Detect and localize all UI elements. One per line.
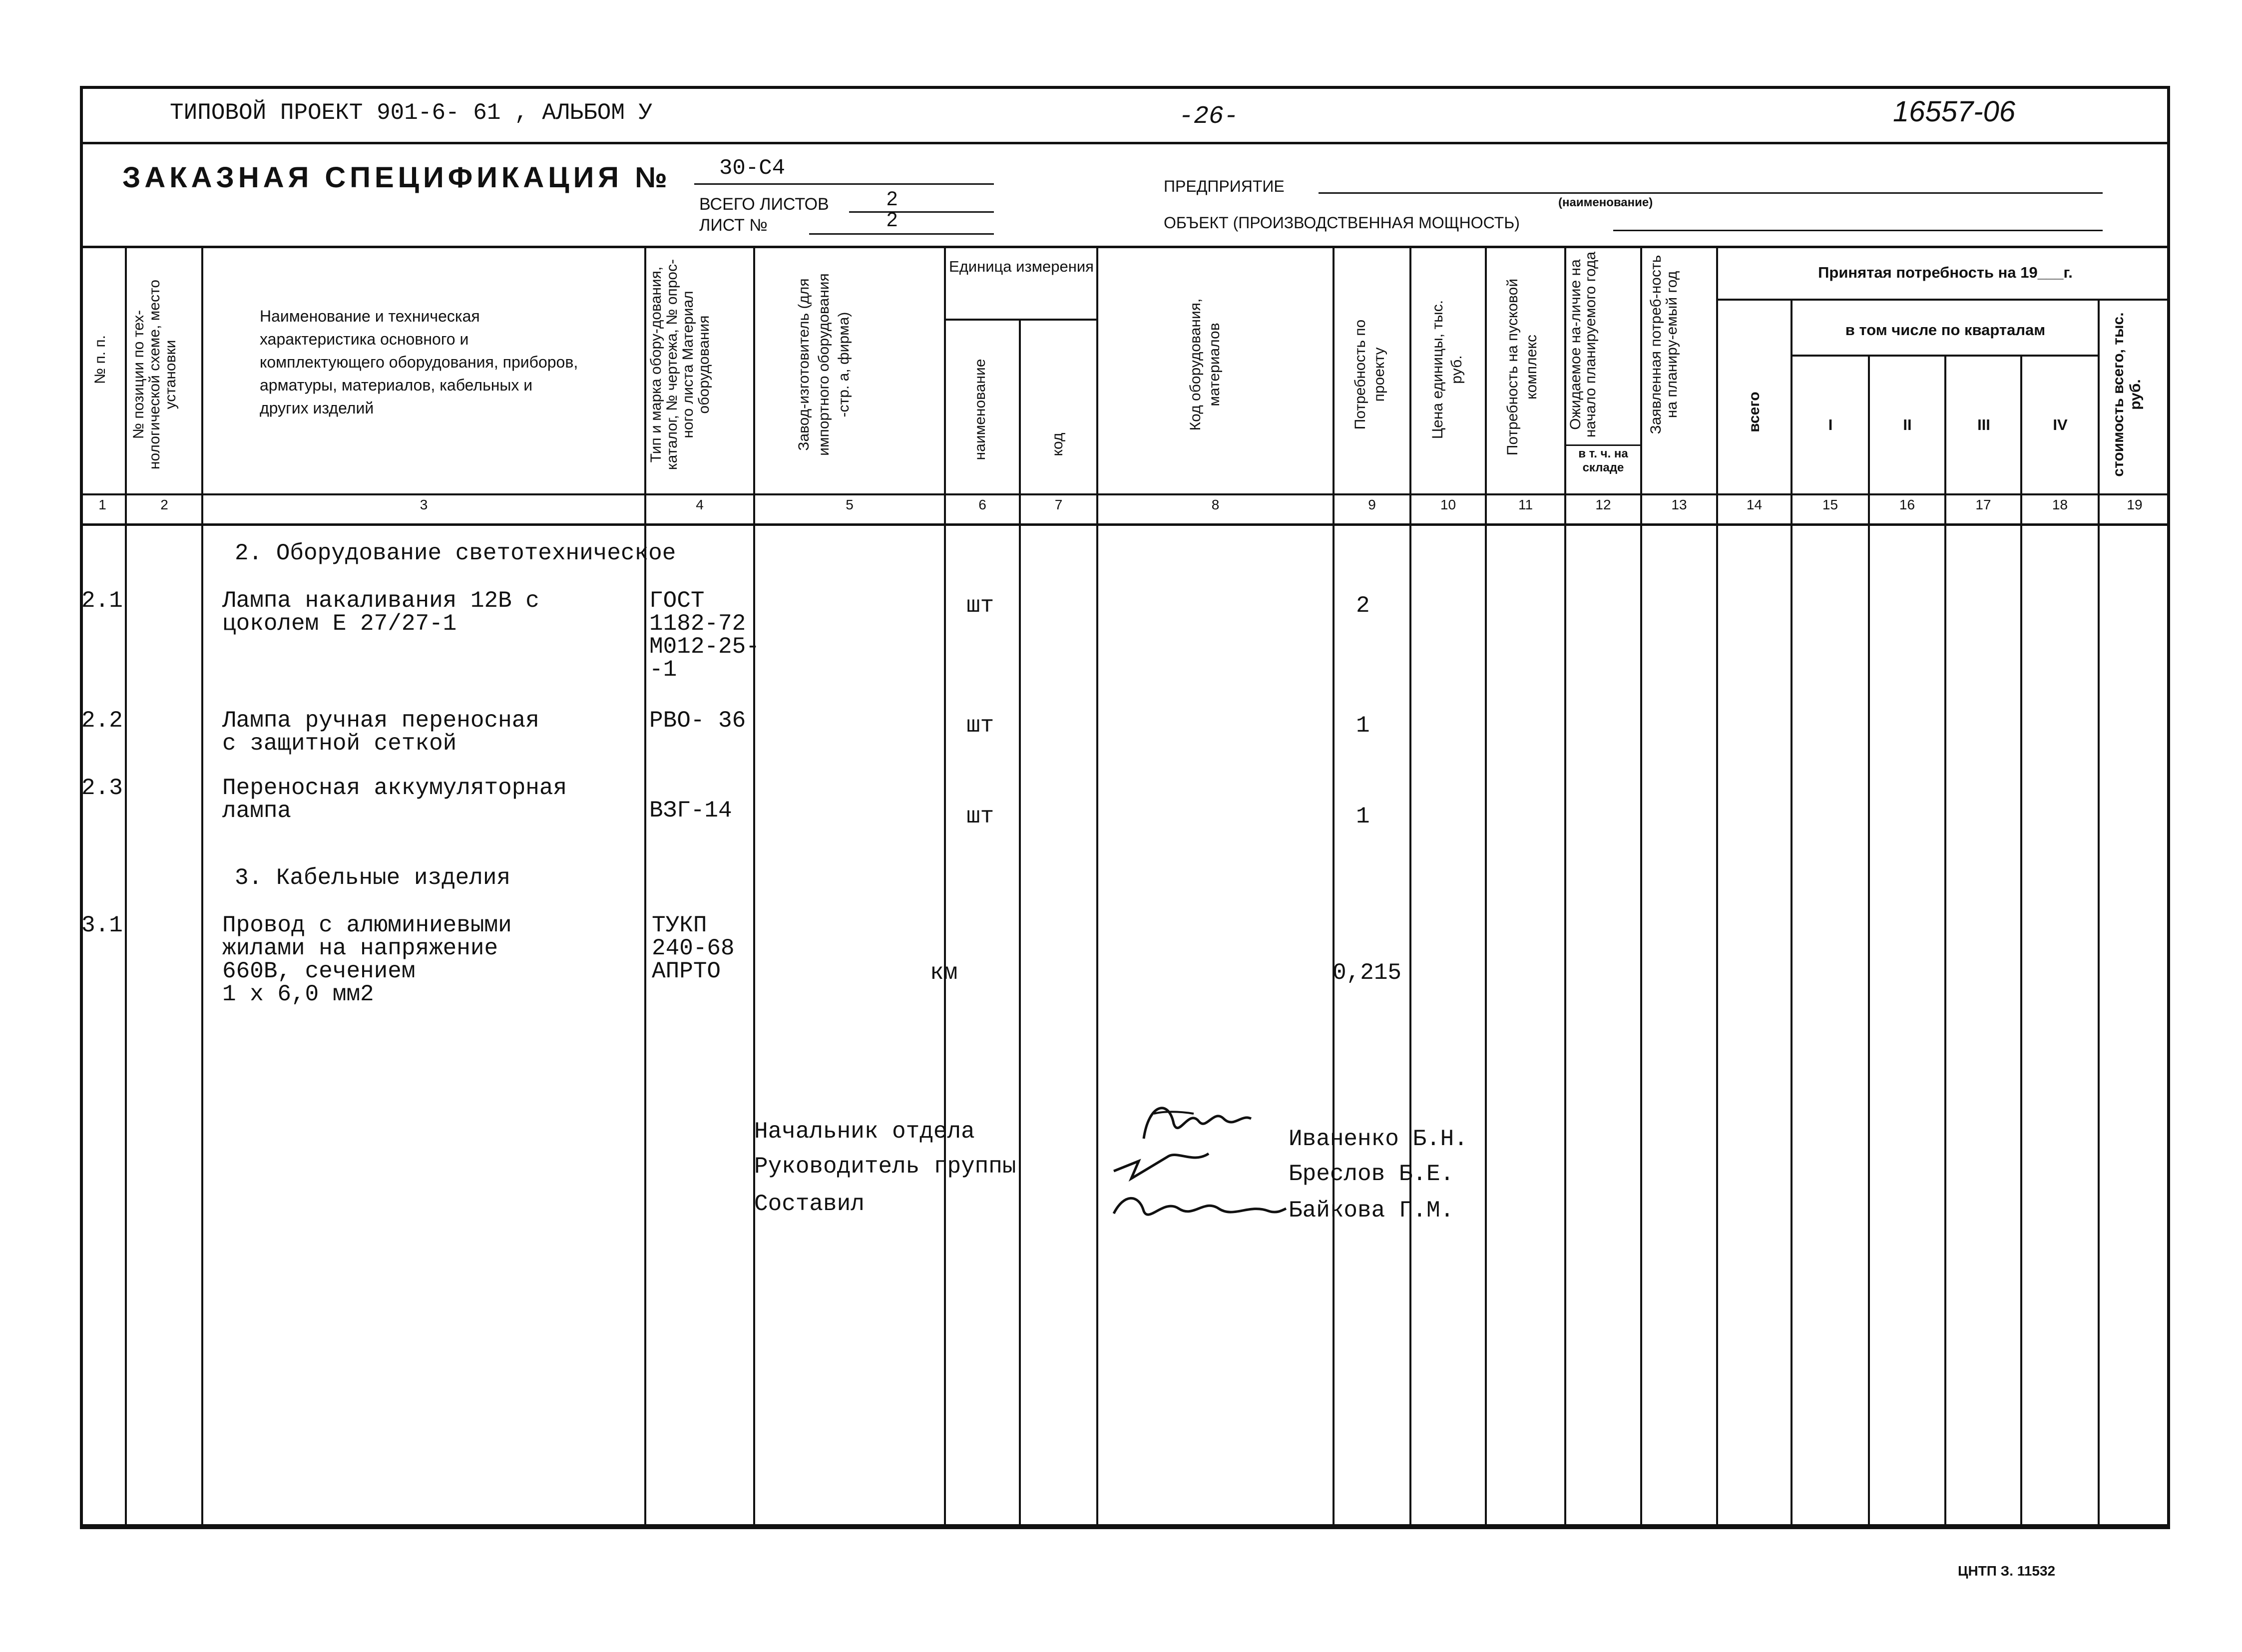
- col-number: 3: [420, 497, 428, 512]
- hdr-unit-group: Единица измерения: [949, 258, 1094, 275]
- hdr-c12: Ожидаемое на-личие на начало планируемого года: [1567, 251, 1599, 438]
- handwritten-signature-2: [1109, 1144, 1219, 1189]
- sign-name-lead: Бреслов Б.Е.: [1289, 1161, 1454, 1187]
- sign-role-lead: Руководитель группы: [754, 1154, 1016, 1180]
- spec-title: ЗАКАЗНАЯ СПЕЦИФИКАЦИЯ №: [122, 161, 671, 194]
- col-number: 1: [98, 497, 106, 512]
- hdr-accepted: Принятая потребность на 19___г.: [1818, 264, 2073, 281]
- sign-role-head: Начальник отдела: [754, 1119, 975, 1145]
- col-number: 18: [2052, 497, 2068, 512]
- hdr-c8: Код оборудования, материалов: [1187, 298, 1223, 431]
- col-number: 19: [2127, 497, 2143, 512]
- total-sheets-value: 2: [887, 188, 898, 210]
- hdr-c1: № п. п.: [92, 335, 108, 385]
- col-number: 10: [1440, 497, 1456, 512]
- col-number: 5: [846, 497, 854, 512]
- section-heading: 2. Оборудование светотехническое: [235, 540, 676, 566]
- hdr-c12b: в т. ч. на складе: [1578, 447, 1628, 474]
- hdr-quarters: в том числе по кварталам: [1845, 321, 2046, 339]
- item-type: ТУКП 240-68 АПРТО: [652, 912, 735, 984]
- page-number: -26-: [1179, 102, 1239, 131]
- handwritten-signature-3: [1109, 1184, 1289, 1229]
- print-stamp: ЦНТП З. 11532: [1958, 1563, 2056, 1579]
- sheet-label: ЛИСТ №: [699, 216, 768, 235]
- col-number: 6: [978, 497, 986, 512]
- name-hint: (наименование): [1558, 196, 1653, 209]
- hdr-c6: наименование: [972, 359, 988, 460]
- sign-name-head: Иваненко Б.Н.: [1289, 1126, 1468, 1152]
- handwritten-signature-1: [1134, 1094, 1259, 1149]
- row-number: 2.3: [81, 775, 123, 801]
- item-unit: км: [930, 960, 958, 986]
- section-heading: 3. Кабельные изделия: [235, 865, 511, 891]
- hdr-c13: Заявленная потреб-ность на планиру-емый год: [1648, 255, 1680, 434]
- object-label: ОБЪЕКТ (ПРОИЗВОДСТВЕННАЯ МОЩНОСТЬ): [1164, 214, 1520, 232]
- col-number: 15: [1822, 497, 1838, 512]
- item-qty: 1: [1356, 713, 1370, 739]
- project-header: ТИПОВОЙ ПРОЕКТ 901-6- 61 , АЛЬБОМ У: [170, 100, 653, 126]
- document-code: 16557-06: [1893, 95, 2016, 128]
- hdr-c4: Тип и марка обору-дования, каталог, № чертежа, № опрос-ного листа Материал оборудования: [648, 259, 712, 470]
- item-name: Лампа накаливания 12В с цоколем Е 27/27-1: [222, 588, 539, 637]
- enterprise-label: ПРЕДПРИЯТИЕ: [1164, 177, 1285, 195]
- item-name: Лампа ручная переносная с защитной сеткой: [222, 708, 539, 757]
- spec-number: 30-С4: [719, 156, 786, 181]
- total-sheets-label: ВСЕГО ЛИСТОВ: [699, 195, 829, 214]
- hdr-c14: всего: [1746, 392, 1763, 432]
- hdr-c3: Наименование и техническая характеристика основного и комплектующего оборудования, приборов, арматуры, материалов, кабельных и других изделий: [260, 307, 578, 417]
- item-type: ГОСТ 1182-72 М012-25- -1: [649, 588, 760, 683]
- col-number: 14: [1746, 497, 1763, 512]
- hdr-q3: III: [1977, 416, 1990, 433]
- col-number: 8: [1211, 497, 1220, 512]
- row-number: 2.2: [81, 708, 123, 734]
- col-number: 7: [1054, 497, 1063, 512]
- hdr-c2: № позиции по тех-нологической схеме, место установки: [130, 279, 179, 470]
- col-number: 12: [1595, 497, 1611, 512]
- row-number: 2.1: [81, 588, 123, 614]
- item-qty: 2: [1356, 593, 1370, 619]
- col-number: 17: [1975, 497, 1991, 512]
- hdr-c7: код: [1049, 432, 1066, 456]
- hdr-c11: Потребность на пусковой комплекс: [1504, 278, 1540, 456]
- item-type: РВО- 36: [649, 708, 746, 734]
- item-qty: 1: [1356, 804, 1370, 829]
- col-number: 11: [1518, 497, 1533, 512]
- col-number: 9: [1368, 497, 1376, 512]
- sheet-value: 2: [887, 209, 898, 231]
- item-qty: 0,215: [1333, 960, 1402, 986]
- item-type: ВЗГ-14: [649, 798, 732, 824]
- col-number: 2: [160, 497, 168, 512]
- sign-role-author: Составил: [754, 1191, 865, 1217]
- col-number: 4: [696, 497, 704, 512]
- item-unit: шт: [966, 593, 994, 619]
- item-name: Переносная аккумуляторная лампа: [222, 775, 567, 824]
- col-number: 16: [1899, 497, 1915, 512]
- col-number: 13: [1671, 497, 1687, 512]
- hdr-q1: I: [1828, 416, 1833, 433]
- hdr-c5: Завод-изготовитель (для импортного оборудования -стр. а, фирма): [796, 273, 852, 456]
- item-name: Провод с алюминиевыми жилами на напряжение 660В, сечением 1 х 6,0 мм2: [222, 912, 512, 1007]
- sign-name-author: Байкова Г.М.: [1289, 1198, 1454, 1224]
- item-unit: шт: [966, 804, 994, 829]
- hdr-c19: стоимость всего, тыс. руб.: [2110, 312, 2144, 477]
- hdr-q4: IV: [2053, 416, 2068, 433]
- hdr-c9: Потребность по проекту: [1352, 319, 1387, 430]
- hdr-c10: Цена единицы, тыс. руб.: [1429, 300, 1465, 439]
- item-unit: шт: [966, 713, 994, 739]
- hdr-q2: II: [1903, 416, 1912, 433]
- row-number: 3.1: [81, 912, 123, 938]
